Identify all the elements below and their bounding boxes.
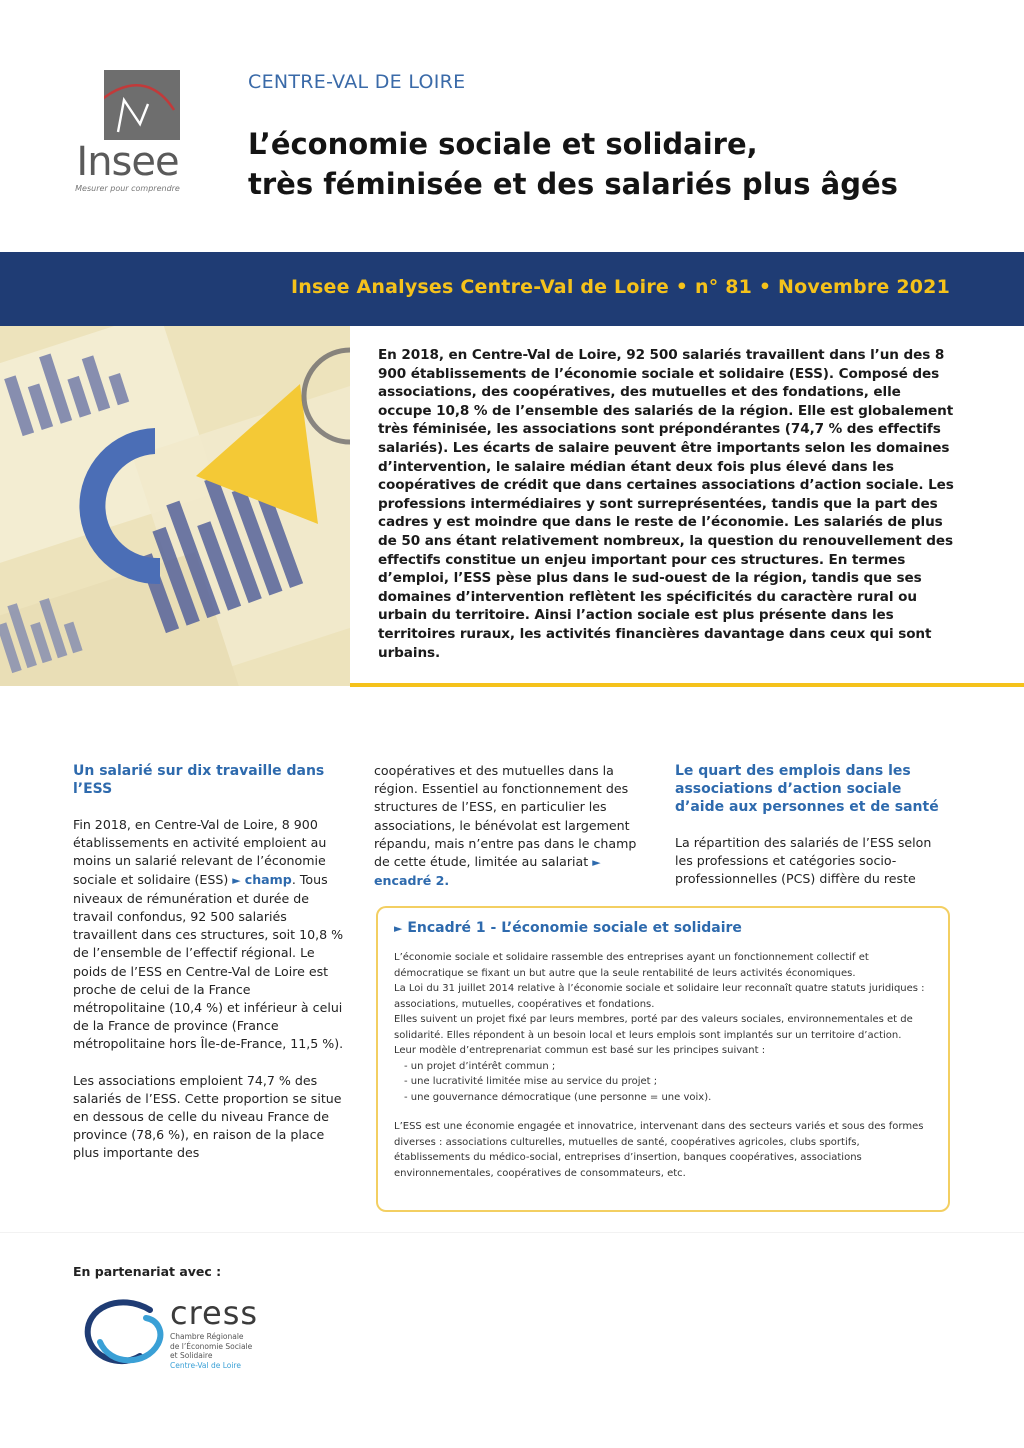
col2-paragraph-1 (374, 762, 654, 890)
box-bullet-2: - une lucrativité limitée mise au service du projet ; (404, 1076, 658, 1087)
insee-logo-mark-icon (104, 70, 180, 140)
box-line-2: La Loi du 31 juillet 2014 relative à l’économie sociale et solidaire leur reconnaît quatre statuts juridiques : associations, mutuelles, coopératives et fondations. (394, 983, 925, 1010)
link-arrow-icon: ► (232, 873, 241, 887)
box-line-3: Elles suivent un projet fixé par leurs membres, porté par des valeurs sociales, environnementales et de solidarité. Elles répondent à un besoin local et leurs emplois sont implantés sur un territoire d’action. (394, 1014, 913, 1041)
box-bullet-3: - une gouvernance démocratique (une personne = une voix). (404, 1091, 712, 1103)
title-line-2: très féminisée et des salariés plus âgés (248, 167, 898, 201)
cress-sub-line-4: Centre-Val de Loire (170, 1360, 241, 1370)
insee-logo (70, 70, 185, 200)
box-gap (394, 1105, 932, 1119)
cress-name: cress (170, 1294, 259, 1332)
encadre-2-link[interactable]: encadré 2 (374, 873, 445, 889)
page-title (248, 124, 988, 204)
cress-swirl-icon (80, 1296, 166, 1378)
abstract-text: En 2018, en Centre-Val de Loire, 92 500 salariés travaillent dans l’un des 8 900 établissements de l’économie sociale et solidaire (ESS). Composé des associations, des coopératives, des mutuelles et des fondations, elle occupe 10,8 % de l’ensemble des salariés de la région. Elle est globalement très féminisée, les associations sont prépondérantes (74,7 % des effectifs salariés). Les écarts de salaire peuvent être importants selon les domaines d’intervention, le salaire médian étant deux fois plus élevé dans les coopératives de crédit que dans certaines associations d’action sociale. Les professions intermédiaires y sont surreprésentées, tandis que la part des cadres y est moindre que dans le reste de l’économie. Les salariés de plus de 50 ans étant relativement nombreux, la question du renouvellement des effectifs constitue un enjeu important pour ces structures. En termes d’emploi, l’ESS pèse plus dans le sud-ouest de la région, tandis que ses domaines d’intervention reflètent les spécificités du caractère rural ou urbain du territoire. Ainsi l’action sociale est plus présente dans les territoires ruraux, les activités financières davantage dans ceux qui sont urbains. (378, 347, 954, 661)
box-title (394, 920, 932, 936)
col1-paragraph-1 (73, 816, 345, 1054)
encadre-1-box (376, 906, 950, 1212)
hero-chart-collage-icon (0, 326, 350, 686)
cress-subtitle (170, 1332, 290, 1370)
insee-logo-tagline: Mesurer pour comprendre (75, 184, 180, 193)
column-1 (73, 762, 345, 1181)
box-line-4: Leur modèle d’entreprenariat commun est basé sur les principes suivant : (394, 1045, 766, 1056)
section-heading-1: Un salarié sur dix travaille dans l’ESS (73, 763, 325, 797)
title-line-1: L’économie sociale et solidaire, (248, 127, 758, 161)
abstract-divider (350, 683, 1024, 687)
column-2 (374, 762, 654, 908)
box-title-text: Encadré 1 - L’économie sociale et solidaire (407, 920, 742, 936)
hero-illustration (0, 326, 350, 686)
col2-p1-text: coopératives et des mutuelles dans la région. Essentiel au fonctionnement des structures de l’ESS, en particulier les associations, le bénévolat est largement répandu, mais n’entre pas dans le champ de cette étude, limitée au salariat (374, 763, 637, 870)
cress-sub-line-2: de l’Économie Sociale (170, 1341, 253, 1351)
col1-p1-text-after: . Tous niveaux de rémunération et durée de travail confondus, 92 500 salariés travaillent dans ces structures, soit 10,8 % de l’ensemble de l’effectif régional. Le poids de l’ESS en Centre-Val de Loire est proche de celui de la France métropolitaine (10,4 %) et inférieur à celui de la France de province (France métropolitaine hors Île-de-France, 11,5 %). (73, 871, 344, 1052)
cress-sub-line-1: Chambre Régionale (170, 1332, 244, 1341)
box-text (394, 950, 932, 1181)
col1-p1-text: Fin 2018, en Centre-Val de Loire, 8 900 établissements en activité emploient au moins un salarié relevant de l’économie sociale et solidaire (ESS) (73, 817, 327, 887)
cress-sub-line-3: et Solidaire (170, 1351, 213, 1360)
col1-paragraph-2: Les associations emploient 74,7 % des salariés de l’ESS. Cette proportion se situe en dessous de celle du niveau France de province (78,6 %), en raison de la place plus importante des (73, 1072, 342, 1161)
partner-label: En partenariat avec : (73, 1264, 222, 1279)
col2-p1-text-after: . (444, 873, 450, 889)
footer-divider (0, 1232, 1024, 1233)
issue-band (0, 252, 1024, 326)
issue-label: Insee Analyses Centre-Val de Loire • n° 81 • Novembre 2021 (290, 276, 950, 298)
col3-paragraph-1: La répartition des salariés de l’ESS selon les professions et catégories socio-professionnelles (PCS) diffère du reste (675, 835, 932, 887)
box-line-1: L’économie sociale et solidaire rassemble des entreprises ayant un fonctionnement collectif et démocratique se fixant un but autre que la seule rentabilité de leurs activités économiques. (394, 952, 869, 979)
link-arrow-icon: ► (592, 856, 601, 870)
box-line-5: L’ESS est une économie engagée et innovatrice, intervenant dans des secteurs variés et sous des formes diverses : associations culturelles, mutuelles de santé, coopératives agricoles, clubs sportifs, établissements du médico-social, entreprises d’insertion, banques coopératives, associations environnementales, coopératives de consommateurs, etc. (394, 1121, 924, 1179)
cress-logo (80, 1296, 290, 1378)
insee-logo-word: Insee (76, 139, 179, 185)
box-bullet-1: - un projet d’intérêt commun ; (404, 1060, 556, 1072)
region-label: CENTRE-VAL DE LOIRE (248, 71, 466, 93)
champ-link[interactable]: champ (244, 871, 292, 887)
section-heading-2: Le quart des emplois dans les associations d’action sociale d’aide aux personnes et de santé (675, 763, 939, 815)
column-3 (675, 762, 947, 907)
box-arrow-icon: ► (394, 922, 403, 935)
